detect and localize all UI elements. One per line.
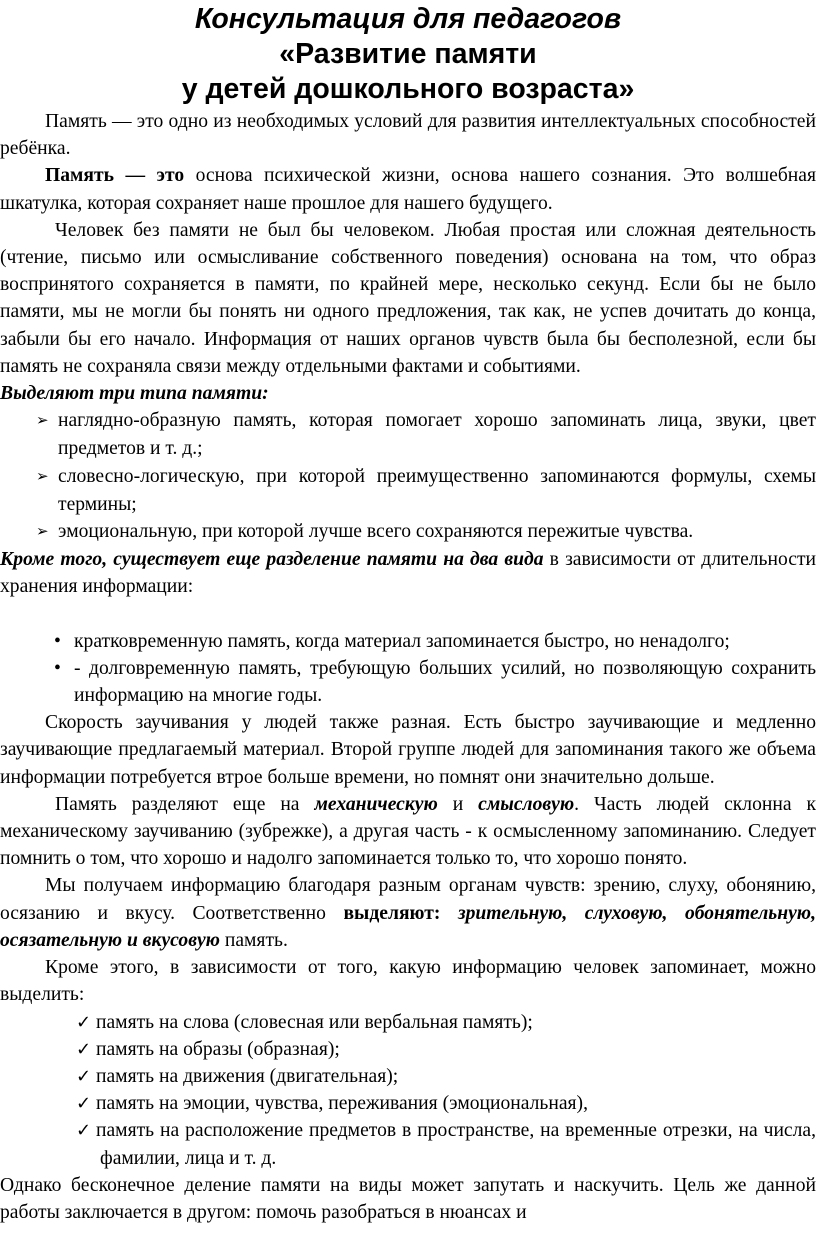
title-line-1: Консультация для педагогов [194, 3, 622, 35]
types-heading: Выделяют три типа памяти: [0, 383, 269, 405]
list-item: ✓ память на слова (словесная или вербальная память); [0, 1009, 816, 1036]
spacer [0, 601, 816, 628]
definition-text: основа психической жизни, основа нашего сознания. Это волшебная шкатулка, которая сохраняет наше прошлое для нашего будущего. [0, 165, 816, 214]
check-bullet-icon: ✓ [76, 1120, 92, 1142]
list-item: • кратковременную память, когда материал запоминается быстро, но ненадолго; [0, 628, 816, 655]
paragraph-human: Человек без памяти не был бы человеком. Любая простая или сложная деятельность (чтение, письмо или осмысливание собственного поведения) основана на том, что образ воспринятого сохраняется в памяти, по крайней мере, несколько секунд. Если бы не было памяти, мы не могли бы понять ни одного предложения, так как, не успев дочитать до конца, забыли бы его начало. Информация от наших органов чувств была бы бесполезной, если бы память не сохраняла связи между отдельными фактами и событиями. [0, 219, 816, 377]
definition-bold: Память — это [45, 165, 185, 187]
durations-list [0, 628, 816, 710]
paragraph-intro: Память — это одно из необходимых условий для развития интеллектуальных способностей ребёнка. [0, 111, 816, 160]
paragraph-definition [0, 162, 816, 216]
list-item: ➢ наглядно-образную память, которая помогает хорошо запоминать лица, звуки, цвет предметов и т. д.; [36, 410, 816, 460]
paragraph-mechanical: Память разделяют еще на механическую и смысловую. Часть людей склонна к механическому заучиванию (зубрежке), а другая часть - к осмысленному запоминанию. Следует помнить о том, что хорошо и надолго запоминается только то, что хорошо понято. [0, 793, 816, 870]
check-bullet-icon: ✓ [76, 1093, 92, 1115]
check-bullet-icon: ✓ [76, 1011, 92, 1033]
document-body [0, 108, 816, 1226]
kinds-list [0, 1009, 816, 1172]
title-line-3: у детей дошкольного возраста» [181, 73, 635, 105]
list-item: ✓ память на движения (двигательная); [0, 1063, 816, 1090]
arrow-bullet-icon: ➢ [36, 468, 49, 485]
paragraph-speed: Скорость заучивания у людей также разная. Есть быстро заучивающие и медленно заучивающие предлагаемый материал. Второй группе людей для запоминания такого же объема информации потребуется втрое больше времени, но помнят они значительно дольше. [0, 712, 816, 788]
dot-bullet-icon: • [54, 657, 61, 679]
list-item: ✓ память на эмоции, чувства, переживания (эмоциональная), [0, 1090, 816, 1117]
list-item: • - долговременную память, требующую больших усилий, но позволяющую сохранить информацию на многие годы. [0, 655, 816, 709]
list-item: ➢ словесно-логическую, при которой преимущественно запоминаются формулы, схемы термины; [36, 465, 816, 515]
paragraph-last: Однако бесконечное деление памяти на виды может запутать и наскучить. Цель же данной работы заключается в другом: помочь разобраться в нюансах и [0, 1174, 816, 1223]
arrow-bullet-icon: ➢ [36, 413, 49, 430]
paragraph-also: Кроме этого, в зависимости от того, какую информацию человек запоминает, можно выделить: [0, 957, 816, 1006]
list-item: ✓ память на расположение предметов в пространстве, на временные отрезки, на числа, фамилии, лица и т. д. [0, 1117, 816, 1171]
title-line-2: «Развитие памяти [279, 38, 537, 70]
list-item: ✓ память на образы (образная); [0, 1036, 816, 1063]
dot-bullet-icon: • [54, 630, 61, 652]
page-title [0, 2, 816, 107]
arrow-bullet-icon: ➢ [36, 524, 49, 541]
paragraph-senses: Мы получаем информацию благодаря разным органам чувств: зрению, слуху, обонянию, осязанию и вкусу. Соответственно выделяют: зрительную, слуховую, обонятельную, осязательную и вкусовую память. [0, 875, 816, 951]
division-text: в зависимости от длительности хранения информации: [0, 549, 816, 598]
division-bold: Кроме того, существует еще разделение памяти на два вида [0, 549, 544, 571]
check-bullet-icon: ✓ [76, 1065, 92, 1087]
list-item: ➢ эмоциональную, при которой лучше всего сохраняются пережитые чувства. [0, 518, 816, 546]
types-list [0, 407, 816, 546]
check-bullet-icon: ✓ [76, 1038, 92, 1060]
paragraph-division [0, 546, 816, 600]
